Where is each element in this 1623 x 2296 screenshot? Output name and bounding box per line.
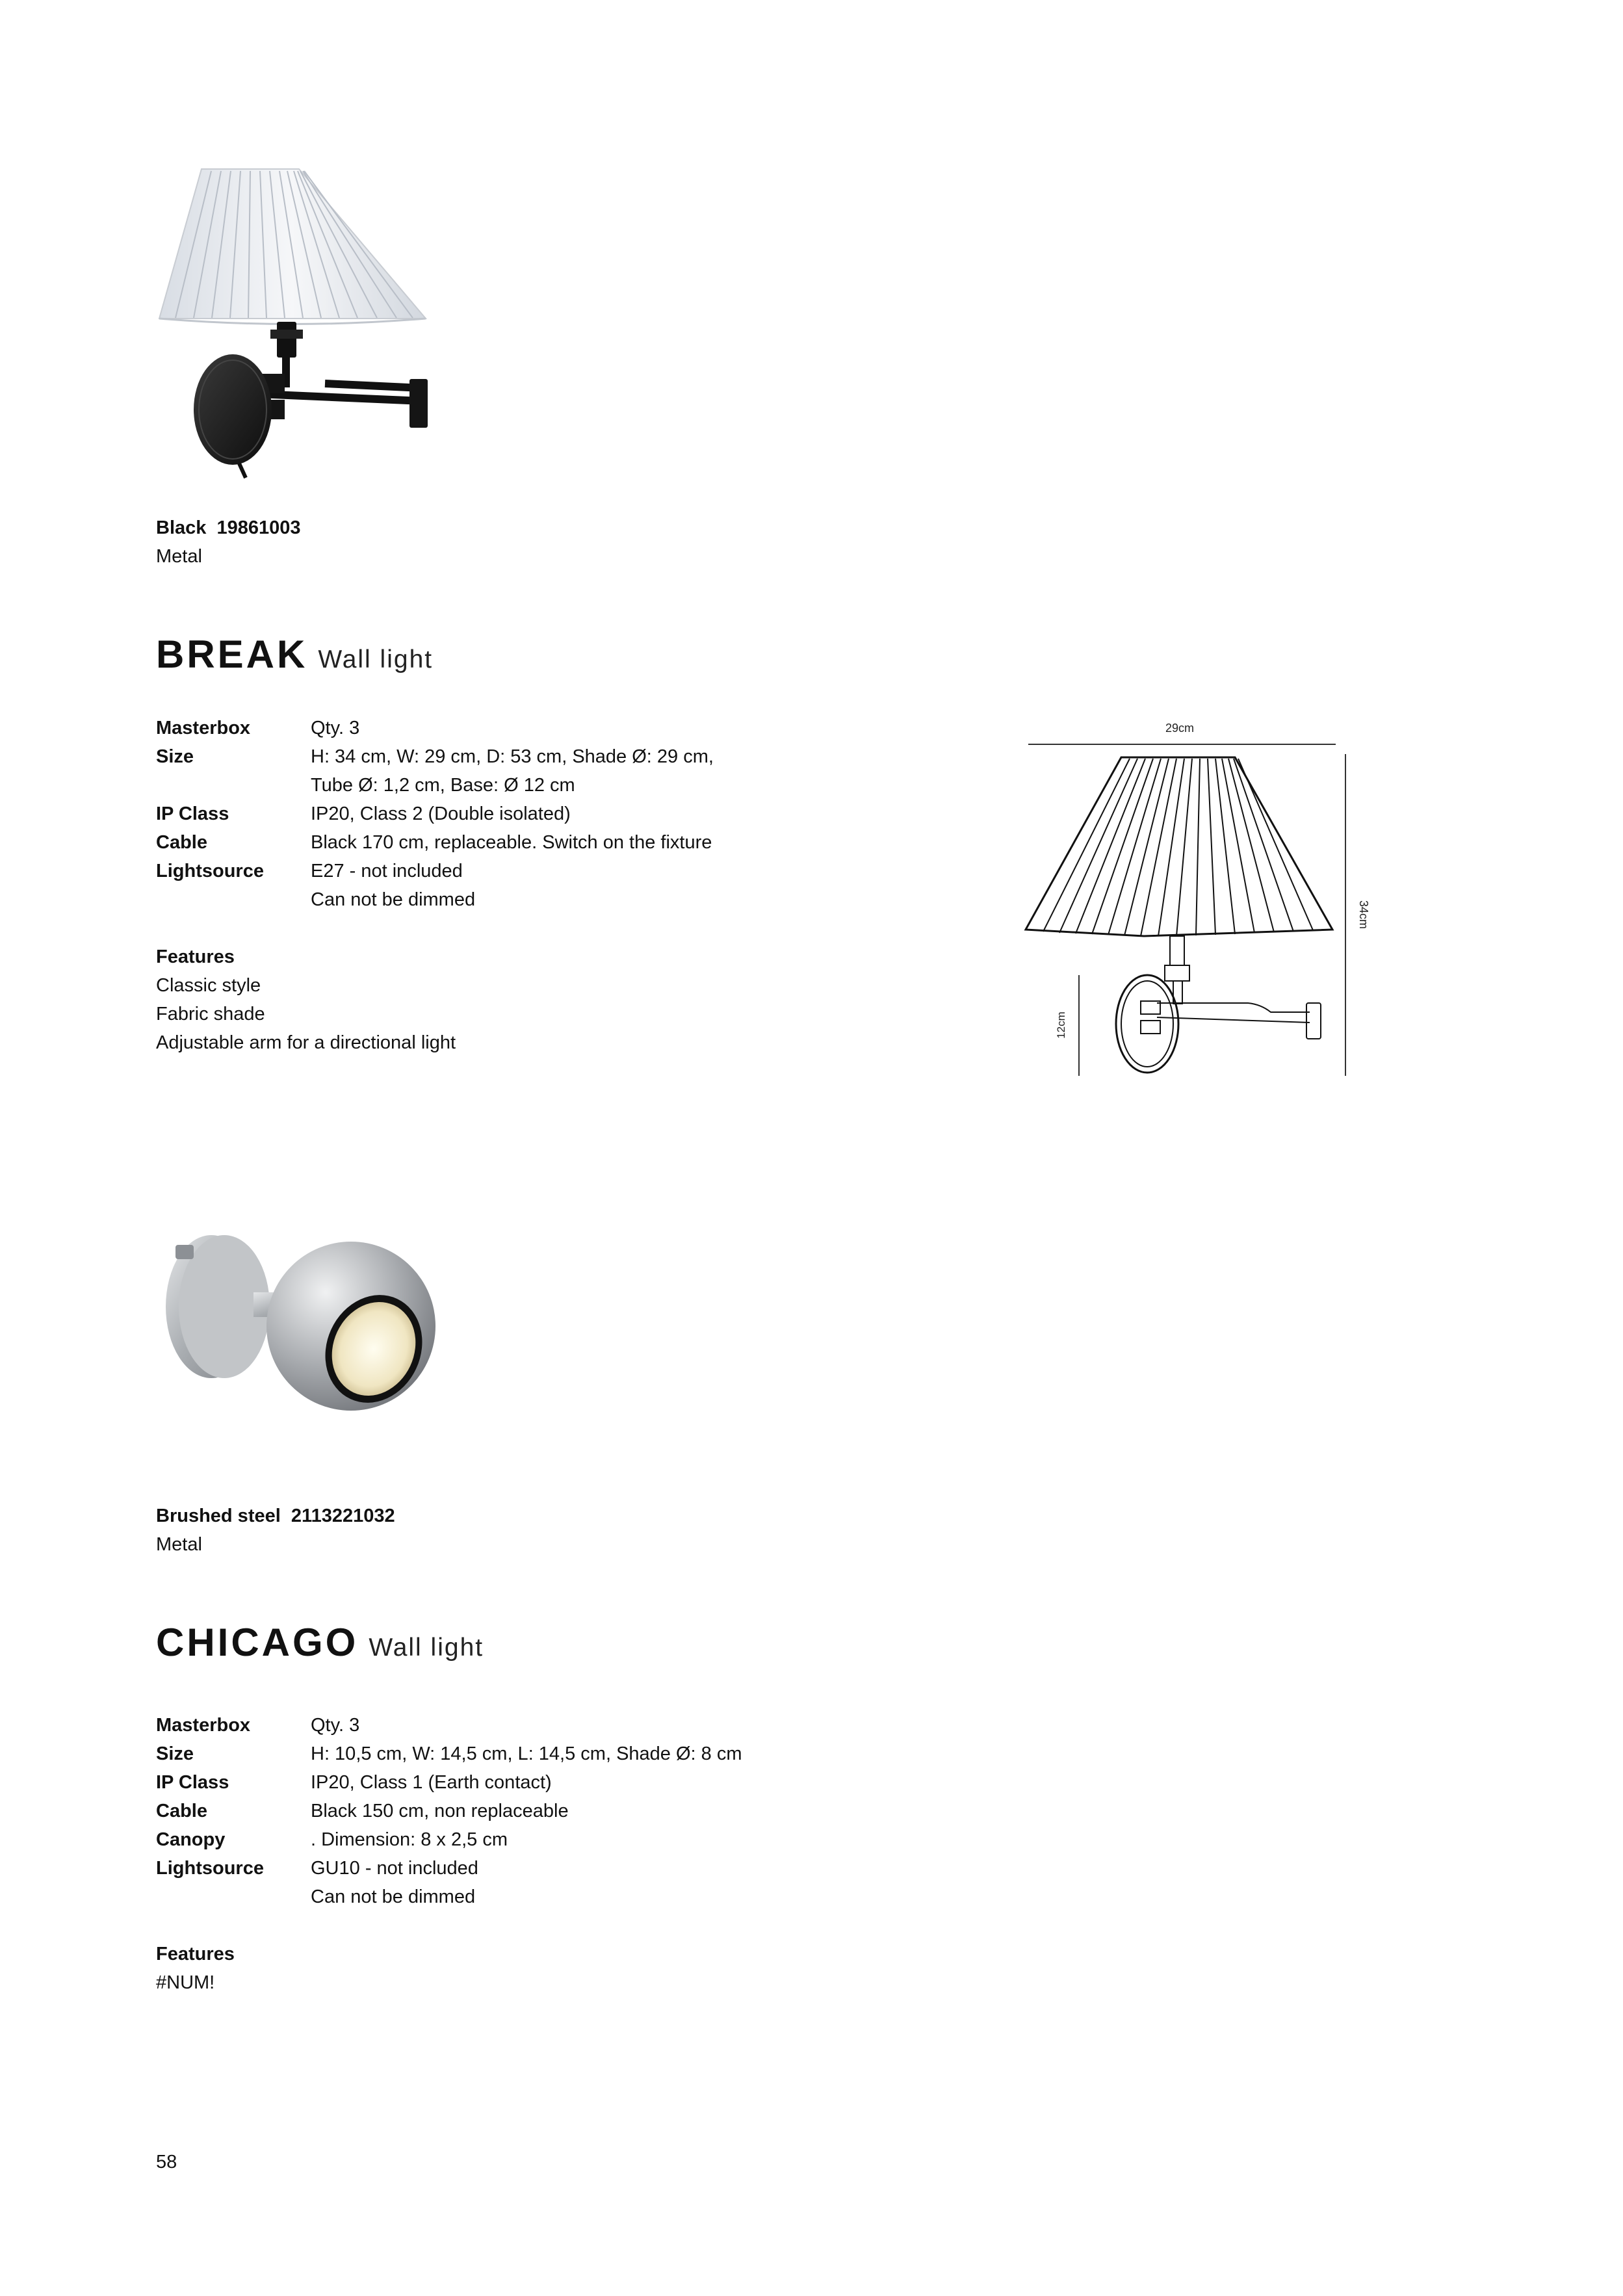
spec-row: IP Class IP20, Class 2 (Double isolated) [156,803,571,824]
product-name: CHICAGO [156,1621,359,1664]
variant-color: Black [156,517,207,538]
variant-code: 19861003 [216,517,301,538]
feature-item: #NUM! [156,1972,215,1993]
break-features [156,943,456,1057]
variant-color: Brushed steel [156,1506,281,1526]
variant-material: Metal [156,546,202,567]
spec-row: Tube Ø: 1,2 cm, Base: Ø 12 cm [311,775,575,796]
product-name: BREAK [156,633,308,676]
features-title: Features [156,946,235,967]
chicago-heading [156,1620,484,1665]
break-variant [156,514,301,571]
base-label: 12cm [1055,1011,1067,1039]
product-type: Wall light [318,646,434,673]
spec-row: Can not be dimmed [311,889,476,910]
spec-row: Cable Black 150 cm, non replaceable [156,1801,569,1821]
height-label: 34cm [1357,900,1370,930]
product-type: Wall light [369,1634,484,1662]
page-number: 58 [156,2152,177,2172]
chicago-spec-table [156,1711,742,1911]
feature-item: Classic style [156,975,261,996]
spec-row: Masterbox Qty. 3 [156,718,360,738]
features-title: Features [156,1944,235,1964]
break-lamp-photo [149,159,455,484]
spec-row: Canopy . Dimension: 8 x 2,5 cm [156,1829,508,1850]
variant-material: Metal [156,1534,202,1555]
chicago-lamp-photo [149,1209,448,1482]
spec-row: Size H: 10,5 cm, W: 14,5 cm, L: 14,5 cm, Shade Ø: 8 cm [156,1743,742,1764]
break-spec-table [156,714,714,914]
spec-row: Size H: 34 cm, W: 29 cm, D: 53 cm, Shade Ø: 29 cm, [156,746,714,767]
spec-row: Cable Black 170 cm, replaceable. Switch on the fixture [156,832,712,853]
variant-code: 2113221032 [291,1506,395,1526]
chicago-features [156,1940,235,1997]
spec-row: Lightsource E27 - not included [156,861,463,881]
width-label: 29cm [1165,722,1195,735]
spec-row: Lightsource GU10 - not included [156,1858,478,1879]
spec-row: IP Class IP20, Class 1 (Earth contact) [156,1772,552,1793]
feature-item: Adjustable arm for a directional light [156,1032,456,1053]
break-dimension-drawing [1014,712,1404,1089]
feature-item: Fabric shade [156,1004,265,1024]
break-heading [156,632,433,677]
spec-row: Masterbox Qty. 3 [156,1715,360,1736]
spec-row: Can not be dimmed [311,1886,476,1907]
chicago-variant [156,1502,395,1559]
